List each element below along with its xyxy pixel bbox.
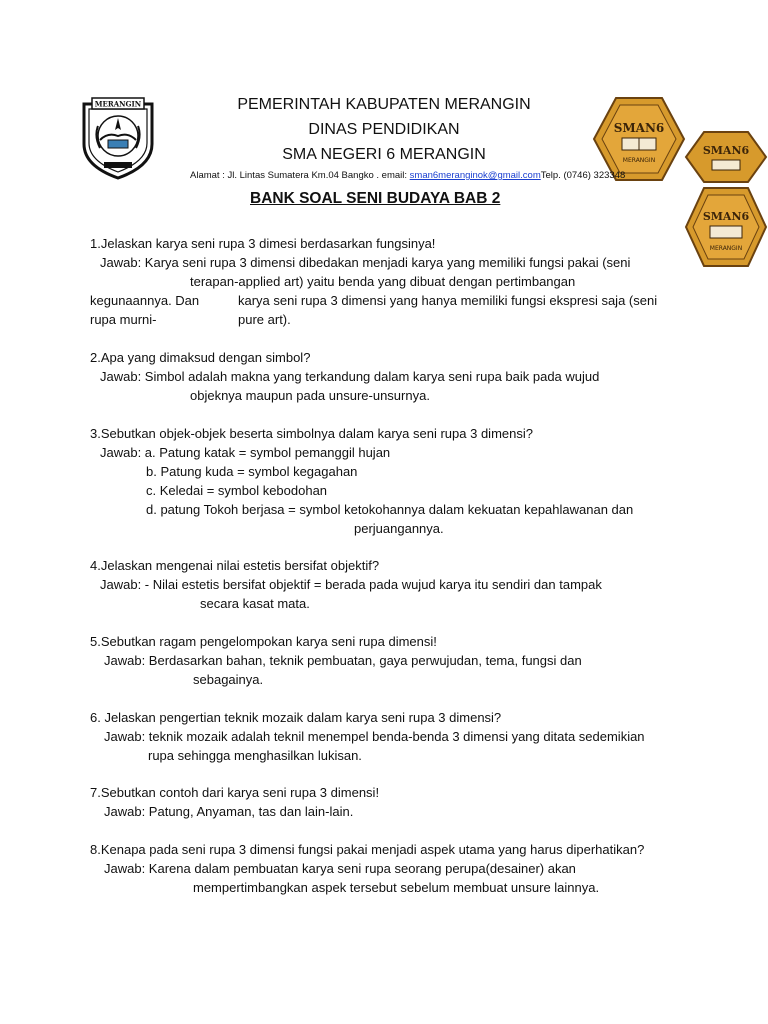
answer-1-cont: terapan-applied art) yaitu benda yang dibuat dengan pertimbangan — [190, 274, 576, 289]
answer-6: Jawab: teknik mozaik adalah teknil menempel benda-benda 3 dimensi yang ditata sedemikian — [104, 729, 645, 744]
answer-3: Jawab: a. Patung katak = symbol pemanggil hujan — [100, 445, 391, 460]
answer-3-item: d. patung Tokoh berjasa = symbol ketokohannya dalam kekuatan kepahlawanan dan — [146, 502, 634, 517]
svg-text:SMAN6: SMAN6 — [702, 210, 750, 223]
question-2: 2.Apa yang dimaksud dengan simbol? — [90, 350, 311, 365]
svg-text:SMAN6: SMAN6 — [613, 121, 665, 135]
svg-text:SMAN6: SMAN6 — [702, 144, 750, 157]
answer-5-cont: sebagainya. — [193, 672, 264, 687]
answer-3-item: b. Patung kuda = symbol kegagahan — [146, 464, 358, 479]
answer-8: Jawab: Karena dalam pembuatan karya seni rupa seorang perupa(desainer) akan — [104, 861, 576, 876]
svg-text:MERANGIN: MERANGIN — [709, 245, 743, 252]
answer-1-cont: kegunaannya. Dan — [90, 293, 200, 308]
question-3: 3.Sebutkan objek-objek beserta simbolnya dalam karya seni rupa 3 dimensi? — [90, 426, 533, 441]
answer-8-cont: mempertimbangkan aspek tersebut sebelum membuat unsure lainnya. — [193, 880, 600, 895]
sman6-seal-logo — [684, 186, 768, 268]
address-line — [190, 170, 625, 181]
address-prefix: Alamat : Jl. Lintas Sumatera Km.04 Bangko . email: — [190, 170, 410, 181]
answer-3-cont: perjuangannya. — [354, 521, 444, 536]
header-line-2: DINAS PENDIDIKAN — [308, 121, 460, 138]
question-4: 4.Jelaskan mengenai nilai estetis bersifat objektif? — [90, 558, 380, 573]
question-5: 5.Sebutkan ragam pengelompokan karya seni rupa dimensi! — [90, 634, 437, 649]
question-8: 8.Kenapa pada seni rupa 3 dimensi fungsi pakai menjadi aspek utama yang harus diperhatikan? — [90, 842, 645, 857]
emblem-label: MERANGIN — [94, 99, 142, 109]
header-line-1: PEMERINTAH KABUPATEN MERANGIN — [237, 96, 531, 113]
answer-4-cont: secara kasat mata. — [200, 596, 310, 611]
svg-text:MERANGIN: MERANGIN — [622, 157, 656, 164]
question-1: 1.Jelaskan karya seni rupa 3 dimesi berdasarkan fungsinya! — [90, 236, 436, 251]
answer-4: Jawab: - Nilai estetis bersifat objektif = berada pada wujud karya itu sendiri dan tampak — [100, 577, 602, 592]
answer-1-cont: pure art). — [238, 312, 291, 327]
answer-3-item: c. Keledai = symbol kebodohan — [146, 483, 328, 498]
answer-1-cont: rupa murni- — [90, 312, 157, 327]
answer-1-cont: karya seni rupa 3 dimensi yang hanya memiliki fungsi ekspresi saja (seni — [238, 293, 658, 308]
email-link[interactable]: sman6meranginok@gmail.com — [409, 170, 541, 181]
document-title: BANK SOAL SENI BUDAYA BAB 2 — [250, 190, 501, 207]
address-suffix: Telp. (0746) 323348 — [540, 170, 626, 181]
answer-1: Jawab: Karya seni rupa 3 dimensi dibedakan menjadi karya yang memiliki fungsi pakai (seni — [100, 255, 631, 270]
answer-2: Jawab: Simbol adalah makna yang terkandung dalam karya seni rupa baik pada wujud — [100, 369, 600, 384]
answer-7: Jawab: Patung, Anyaman, tas dan lain-lain. — [104, 804, 354, 819]
answer-6-cont: rupa sehingga menghasilkan lukisan. — [148, 748, 362, 763]
answer-2-cont: objeknya maupun pada unsure-unsurnya. — [190, 388, 430, 403]
answer-5: Jawab: Berdasarkan bahan, teknik pembuatan, gaya perwujudan, tema, fungsi dan — [104, 653, 582, 668]
question-7: 7.Sebutkan contoh dari karya seni rupa 3 dimensi! — [90, 785, 380, 800]
question-6: 6. Jelaskan pengertian teknik mozaik dalam karya seni rupa 3 dimensi? — [90, 710, 502, 725]
header-line-3: SMA NEGERI 6 MERANGIN — [282, 146, 486, 163]
